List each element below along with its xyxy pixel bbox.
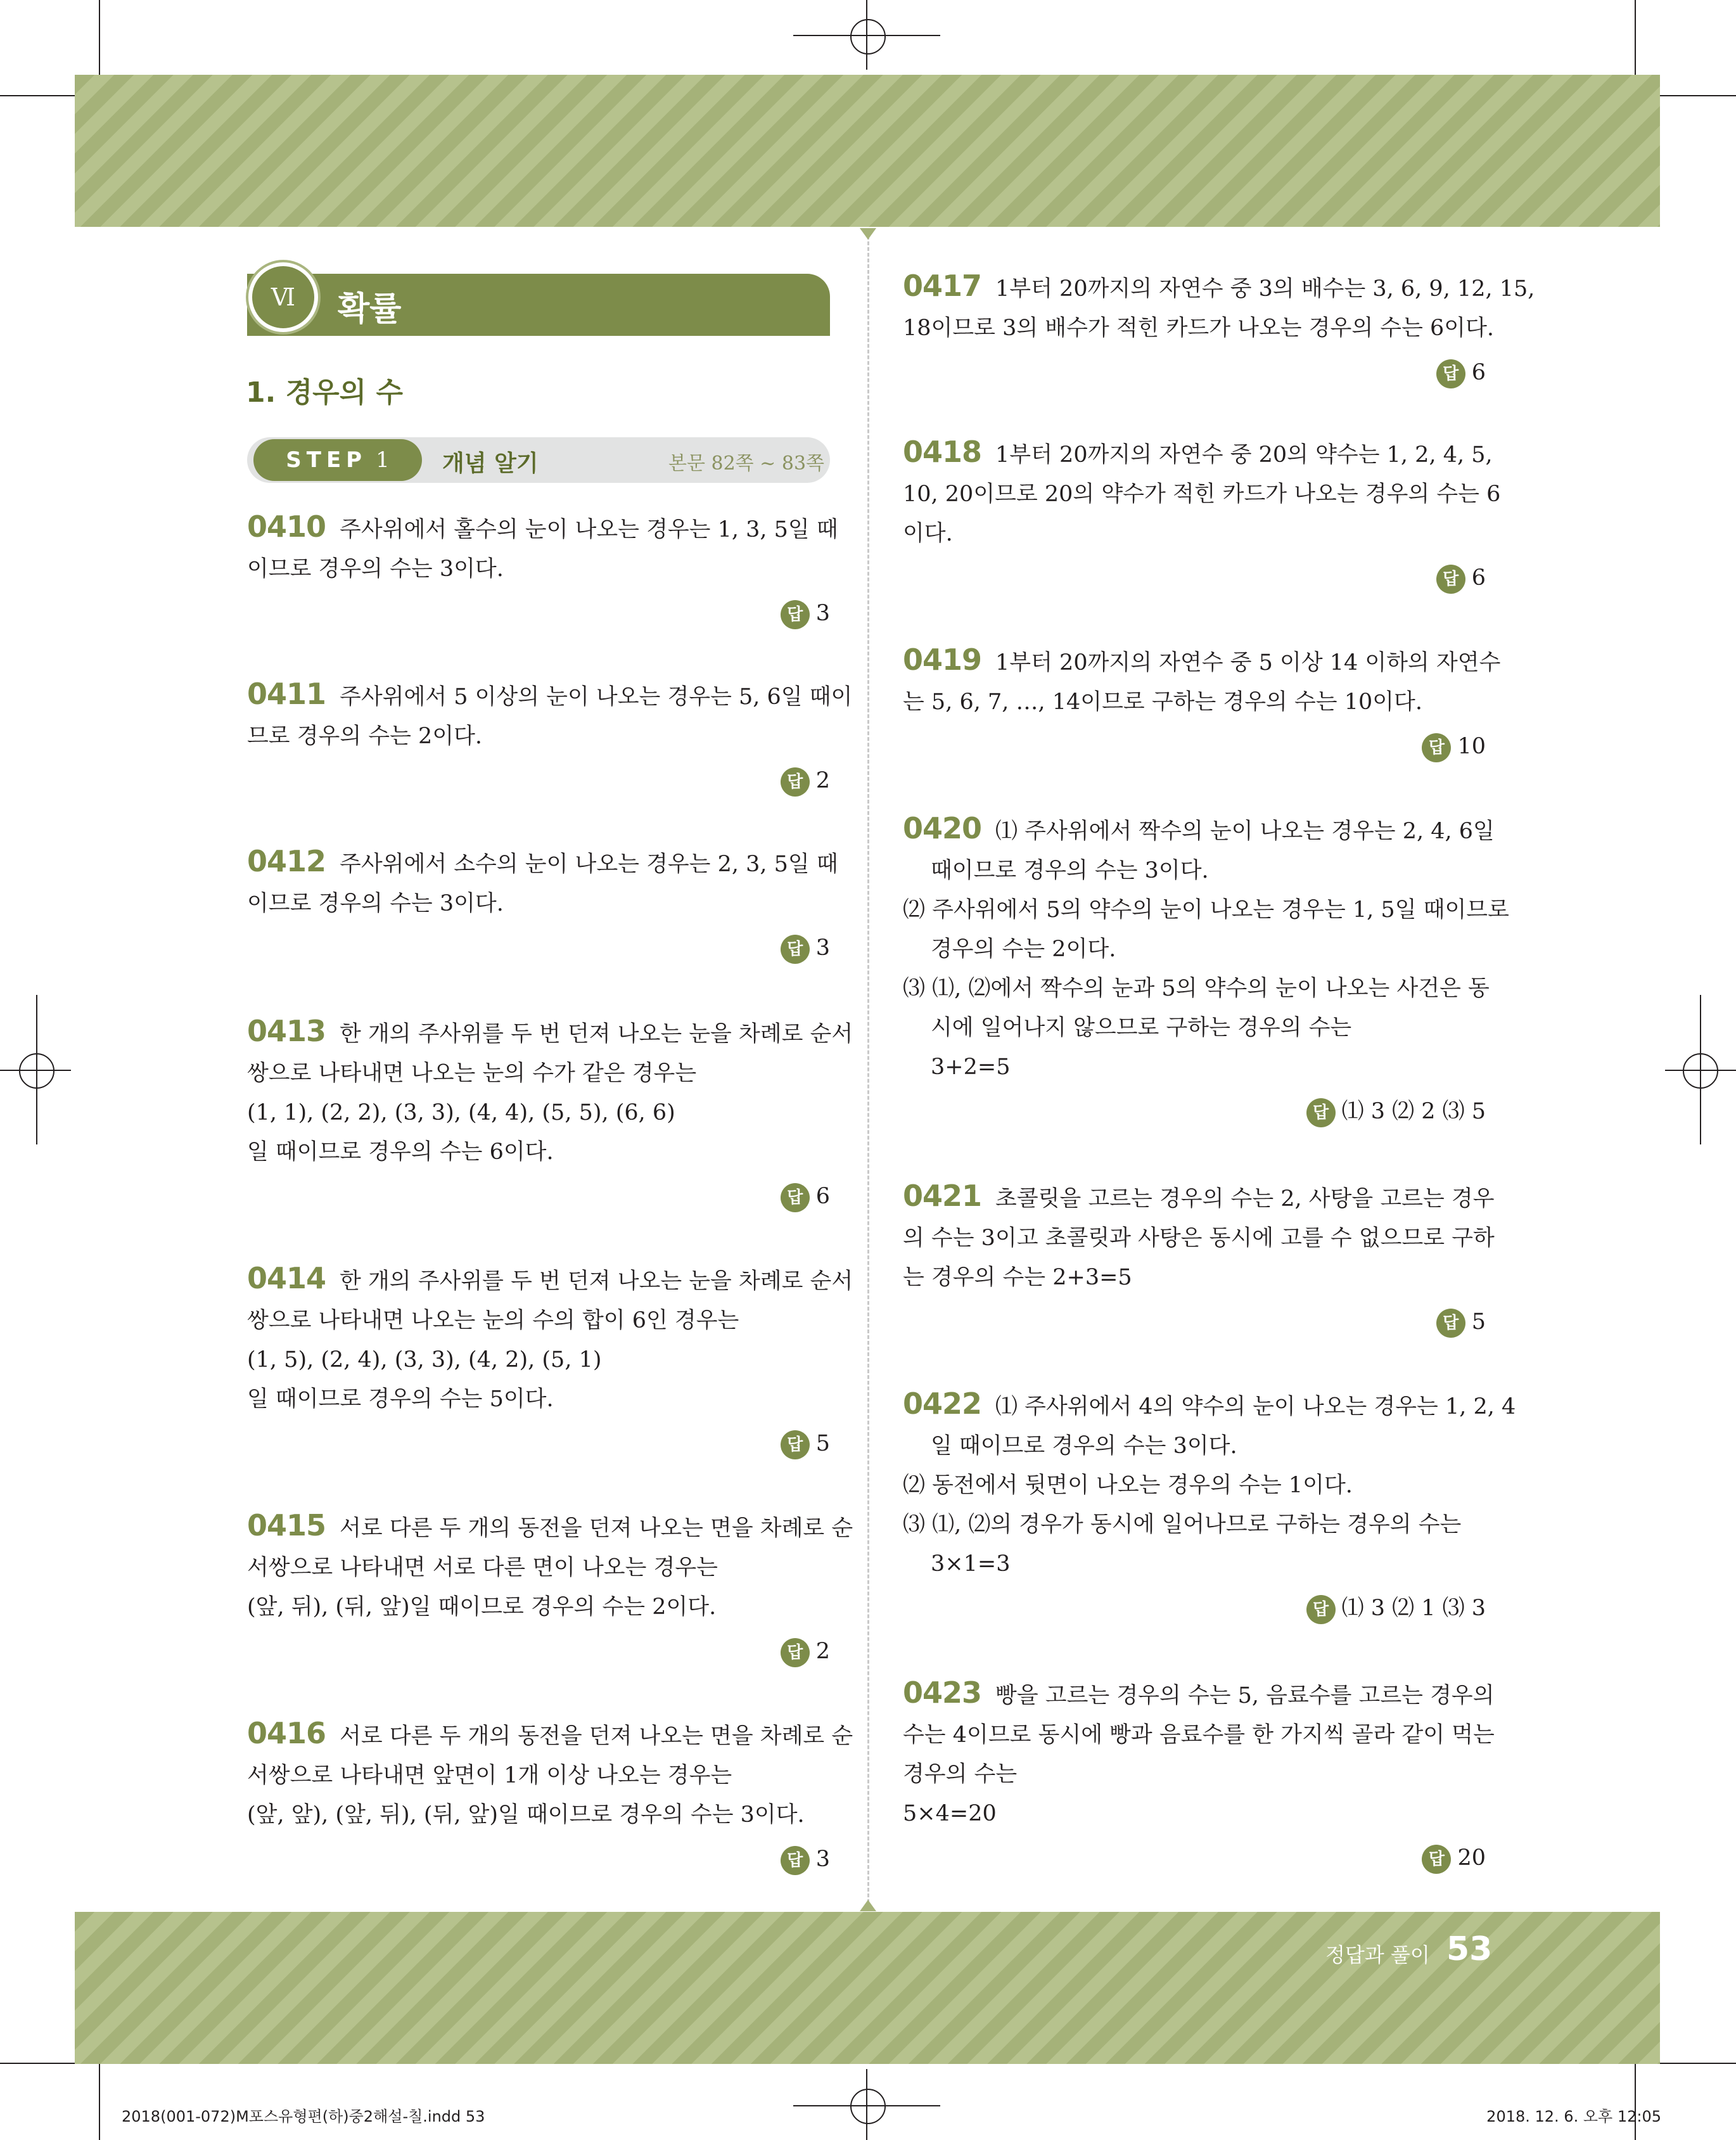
answer-badge: 답 xyxy=(781,600,810,629)
problem-text: 경우의 수는 2이다. xyxy=(931,937,1116,962)
step-badge xyxy=(253,439,422,481)
problem-text: 때이므로 경우의 수는 3이다. xyxy=(931,858,1209,883)
answer-value: 6 xyxy=(815,1184,830,1209)
problem-text: 18이므로 3의 배수가 적힌 카드가 나오는 경우의 수는 6이다. xyxy=(903,316,1495,341)
answer-badge: 답 xyxy=(781,767,810,797)
answer-badge: 답 xyxy=(781,1846,810,1875)
problem-text: 빵을 고르는 경우의 수는 5, 음료수를 고르는 경우의 xyxy=(995,1683,1495,1708)
problem-text: 1부터 20까지의 자연수 중 5 이상 14 이하의 자연수 xyxy=(995,650,1501,676)
crop-mark xyxy=(99,2064,100,2140)
problem-text: 주사위에서 소수의 눈이 나오는 경우는 2, 3, 5일 때 xyxy=(340,852,838,877)
problem-text: 주사위에서 홀수의 눈이 나오는 경우는 1, 3, 5일 때 xyxy=(340,517,838,542)
problem-text: 5×4=20 xyxy=(903,1801,997,1826)
problem-number: 0415 xyxy=(247,1508,326,1542)
problem-0420 xyxy=(903,809,1509,1131)
answer xyxy=(247,1632,830,1671)
problem-0411 xyxy=(247,674,853,800)
answer-badge: 답 xyxy=(1306,1098,1336,1127)
answer xyxy=(903,353,1486,392)
answer-value: 10 xyxy=(1457,734,1486,759)
answer-value: 5 xyxy=(815,1431,830,1456)
problem-text: ⑶ ⑴, ⑵의 경우가 동시에 일어나므로 구하는 경우의 수는 xyxy=(903,1512,1462,1537)
problem-text: (앞, 뒤), (뒤, 앞)일 때이므로 경우의 수는 2이다. xyxy=(247,1594,717,1620)
answer xyxy=(903,1838,1486,1878)
answer-badge: 답 xyxy=(1306,1595,1336,1624)
problem-number: 0422 xyxy=(903,1387,982,1421)
problem-number: 0420 xyxy=(903,811,982,845)
problem-text: ⑵ 동전에서 뒷면이 나오는 경우의 수는 1이다. xyxy=(903,1473,1353,1498)
problem-text: 이다. xyxy=(903,521,953,546)
problem-text: 쌍으로 나타내면 나오는 눈의 수가 같은 경우는 xyxy=(247,1061,697,1086)
problem-0412 xyxy=(247,842,838,968)
problem-0419 xyxy=(903,640,1501,766)
problem-text: 므로 경우의 수는 2이다. xyxy=(247,724,483,749)
problem-0418 xyxy=(903,432,1501,598)
answer xyxy=(903,558,1486,598)
problem-text: 의 수는 3이고 초콜릿과 사탕은 동시에 고를 수 없으므로 구하 xyxy=(903,1226,1495,1251)
problem-number: 0417 xyxy=(903,269,982,303)
problem-text: 서쌍으로 나타내면 서로 다른 면이 나오는 경우는 xyxy=(247,1555,718,1580)
problem-text: 수는 4이므로 동시에 빵과 음료수를 한 가지씩 골라 같이 먹는 xyxy=(903,1722,1495,1748)
footer-band xyxy=(75,1912,1660,2064)
answer xyxy=(247,1424,830,1463)
problem-number: 0416 xyxy=(247,1716,326,1750)
registration-circle xyxy=(850,19,886,54)
problem-text: 한 개의 주사위를 두 번 던져 나오는 눈을 차례로 순서 xyxy=(340,1269,853,1294)
problem-number: 0414 xyxy=(247,1261,326,1295)
chapter-number-badge: Ⅵ xyxy=(248,262,318,332)
answer xyxy=(247,761,830,800)
problem-text: 서쌍으로 나타내면 앞면이 1개 이상 나오는 경우는 xyxy=(247,1763,732,1788)
answer-badge: 답 xyxy=(781,1183,810,1212)
answer-value: 5 xyxy=(1471,1309,1486,1335)
answer-value: 2 xyxy=(815,768,830,793)
answer-badge: 답 xyxy=(781,1638,810,1667)
crop-mark xyxy=(1660,2063,1736,2064)
step-title: 개념 알기 xyxy=(442,451,539,477)
problem-0423 xyxy=(903,1673,1495,1878)
problem-text: (1, 1), (2, 2), (3, 3), (4, 4), (5, 5), (6, 6) xyxy=(247,1100,675,1125)
problem-text: 경우의 수는 xyxy=(903,1762,1018,1787)
answer xyxy=(247,1840,830,1879)
answer xyxy=(903,1302,1486,1342)
footer-label: 정답과 풀이 xyxy=(1325,1943,1430,1967)
answer xyxy=(247,1177,830,1216)
answer-value: 3 xyxy=(815,601,830,626)
answer-value: ⑴ 3 ⑵ 1 ⑶ 3 xyxy=(1341,1596,1486,1621)
problem-text: 는 5, 6, 7, …, 14이므로 구하는 경우의 수는 10이다. xyxy=(903,689,1422,715)
divider-top-arrow xyxy=(860,228,876,240)
column-divider xyxy=(867,236,869,1909)
problem-number: 0423 xyxy=(903,1675,982,1710)
answer-value: 6 xyxy=(1471,360,1486,385)
header-band xyxy=(75,75,1660,227)
problem-0415 xyxy=(247,1506,853,1671)
crop-mark xyxy=(99,0,100,75)
answer-value: 20 xyxy=(1457,1845,1486,1871)
problem-text: 이므로 경우의 수는 3이다. xyxy=(247,891,504,916)
answer xyxy=(903,1589,1486,1628)
answer-badge: 답 xyxy=(781,1430,810,1459)
problem-text: 한 개의 주사위를 두 번 던져 나오는 눈을 차례로 순서 xyxy=(340,1022,853,1047)
answer-value: ⑴ 3 ⑵ 2 ⑶ 5 xyxy=(1341,1099,1486,1124)
divider-bottom-arrow xyxy=(860,1900,876,1911)
chapter-title: 확률 xyxy=(338,290,402,328)
step-page-range: 본문 82쪽 ~ 83쪽 xyxy=(668,452,825,475)
problem-0417 xyxy=(903,266,1535,392)
registration-circle xyxy=(850,2089,886,2124)
problem-text: 시에 일어나지 않으므로 구하는 경우의 수는 xyxy=(931,1015,1352,1041)
problem-text: 주사위에서 5 이상의 눈이 나오는 경우는 5, 6일 때이 xyxy=(340,684,853,710)
slug-file: 2018(001-072)M포스유형편(하)중2해설-칠.indd 53 xyxy=(122,2108,485,2125)
problem-text: 쌍으로 나타내면 나오는 눈의 수의 합이 6인 경우는 xyxy=(247,1308,739,1333)
answer-badge: 답 xyxy=(1422,1845,1451,1874)
answer-value: 6 xyxy=(1471,565,1486,591)
answer-badge: 답 xyxy=(1436,359,1465,388)
answer xyxy=(247,928,830,968)
problem-0410 xyxy=(247,507,838,633)
problem-text: 1부터 20까지의 자연수 중 20의 약수는 1, 2, 4, 5, xyxy=(995,442,1493,468)
problem-text: 서로 다른 두 개의 동전을 던져 나오는 면을 차례로 순 xyxy=(340,1724,853,1749)
problem-text: 일 때이므로 경우의 수는 5이다. xyxy=(247,1387,554,1412)
problem-number: 0419 xyxy=(903,643,982,677)
answer-value: 3 xyxy=(815,1847,830,1872)
problem-text: 10, 20이므로 20의 약수가 적힌 카드가 나오는 경우의 수는 6 xyxy=(903,482,1501,507)
problem-text: ⑶ ⑴, ⑵에서 짝수의 눈과 5의 약수의 눈이 나오는 사건은 동 xyxy=(903,976,1490,1001)
problem-0413 xyxy=(247,1011,853,1216)
problem-0414 xyxy=(247,1259,853,1463)
problem-text: 일 때이므로 경우의 수는 6이다. xyxy=(247,1139,554,1165)
problem-text: 이므로 경우의 수는 3이다. xyxy=(247,556,504,582)
problem-text: 초콜릿을 고르는 경우의 수는 2, 사탕을 고르는 경우 xyxy=(995,1186,1495,1212)
step-label: STEP xyxy=(286,447,367,473)
problem-number: 0413 xyxy=(247,1014,326,1048)
answer-value: 3 xyxy=(815,935,830,961)
page-number: 53 xyxy=(1446,1930,1493,1968)
section-title: 1. 경우의 수 xyxy=(246,376,403,409)
problem-number: 0418 xyxy=(903,435,982,469)
problem-text: 3×1=3 xyxy=(931,1551,1011,1577)
registration-circle xyxy=(19,1053,54,1089)
answer xyxy=(903,727,1486,766)
problem-text: ⑴ 주사위에서 4의 약수의 눈이 나오는 경우는 1, 2, 4 xyxy=(995,1394,1516,1419)
problem-text: (앞, 앞), (앞, 뒤), (뒤, 앞)일 때이므로 경우의 수는 3이다. xyxy=(247,1802,805,1828)
registration-circle xyxy=(1683,1053,1718,1089)
problem-text: 서로 다른 두 개의 동전을 던져 나오는 면을 차례로 순 xyxy=(340,1516,853,1541)
problem-text: 는 경우의 수는 2+3=5 xyxy=(903,1265,1132,1290)
problem-number: 0411 xyxy=(247,677,326,711)
problem-0422 xyxy=(903,1384,1516,1628)
problem-number: 0410 xyxy=(247,509,326,544)
problem-text: ⑴ 주사위에서 짝수의 눈이 나오는 경우는 2, 4, 6일 xyxy=(995,819,1495,844)
problem-0416 xyxy=(247,1714,853,1879)
crop-mark xyxy=(1635,0,1636,75)
answer-badge: 답 xyxy=(1436,1309,1465,1338)
problem-0421 xyxy=(903,1176,1495,1342)
slug-date: 2018. 12. 6. 오후 12:05 xyxy=(1486,2108,1661,2125)
crop-mark xyxy=(0,2063,75,2064)
problem-text: (1, 5), (2, 4), (3, 3), (4, 2), (5, 1) xyxy=(247,1347,602,1373)
problem-text: ⑵ 주사위에서 5의 약수의 눈이 나오는 경우는 1, 5일 때이므로 xyxy=(903,897,1509,923)
answer xyxy=(903,1092,1486,1131)
crop-mark xyxy=(1635,2064,1636,2140)
crop-mark xyxy=(0,95,75,96)
problem-text: 3+2=5 xyxy=(931,1054,1011,1080)
problem-number: 0421 xyxy=(903,1179,982,1213)
step-number: 1 xyxy=(376,447,390,473)
answer-value: 2 xyxy=(815,1639,830,1664)
chapter-header xyxy=(247,274,830,336)
answer-badge: 답 xyxy=(1422,733,1451,762)
problem-text: 일 때이므로 경우의 수는 3이다. xyxy=(931,1433,1237,1459)
problem-number: 0412 xyxy=(247,844,326,878)
answer xyxy=(247,594,830,633)
crop-mark xyxy=(1660,95,1736,96)
problem-text: 1부터 20까지의 자연수 중 3의 배수는 3, 6, 9, 12, 15, xyxy=(995,276,1535,302)
answer-badge: 답 xyxy=(1436,565,1465,594)
answer-badge: 답 xyxy=(781,935,810,964)
